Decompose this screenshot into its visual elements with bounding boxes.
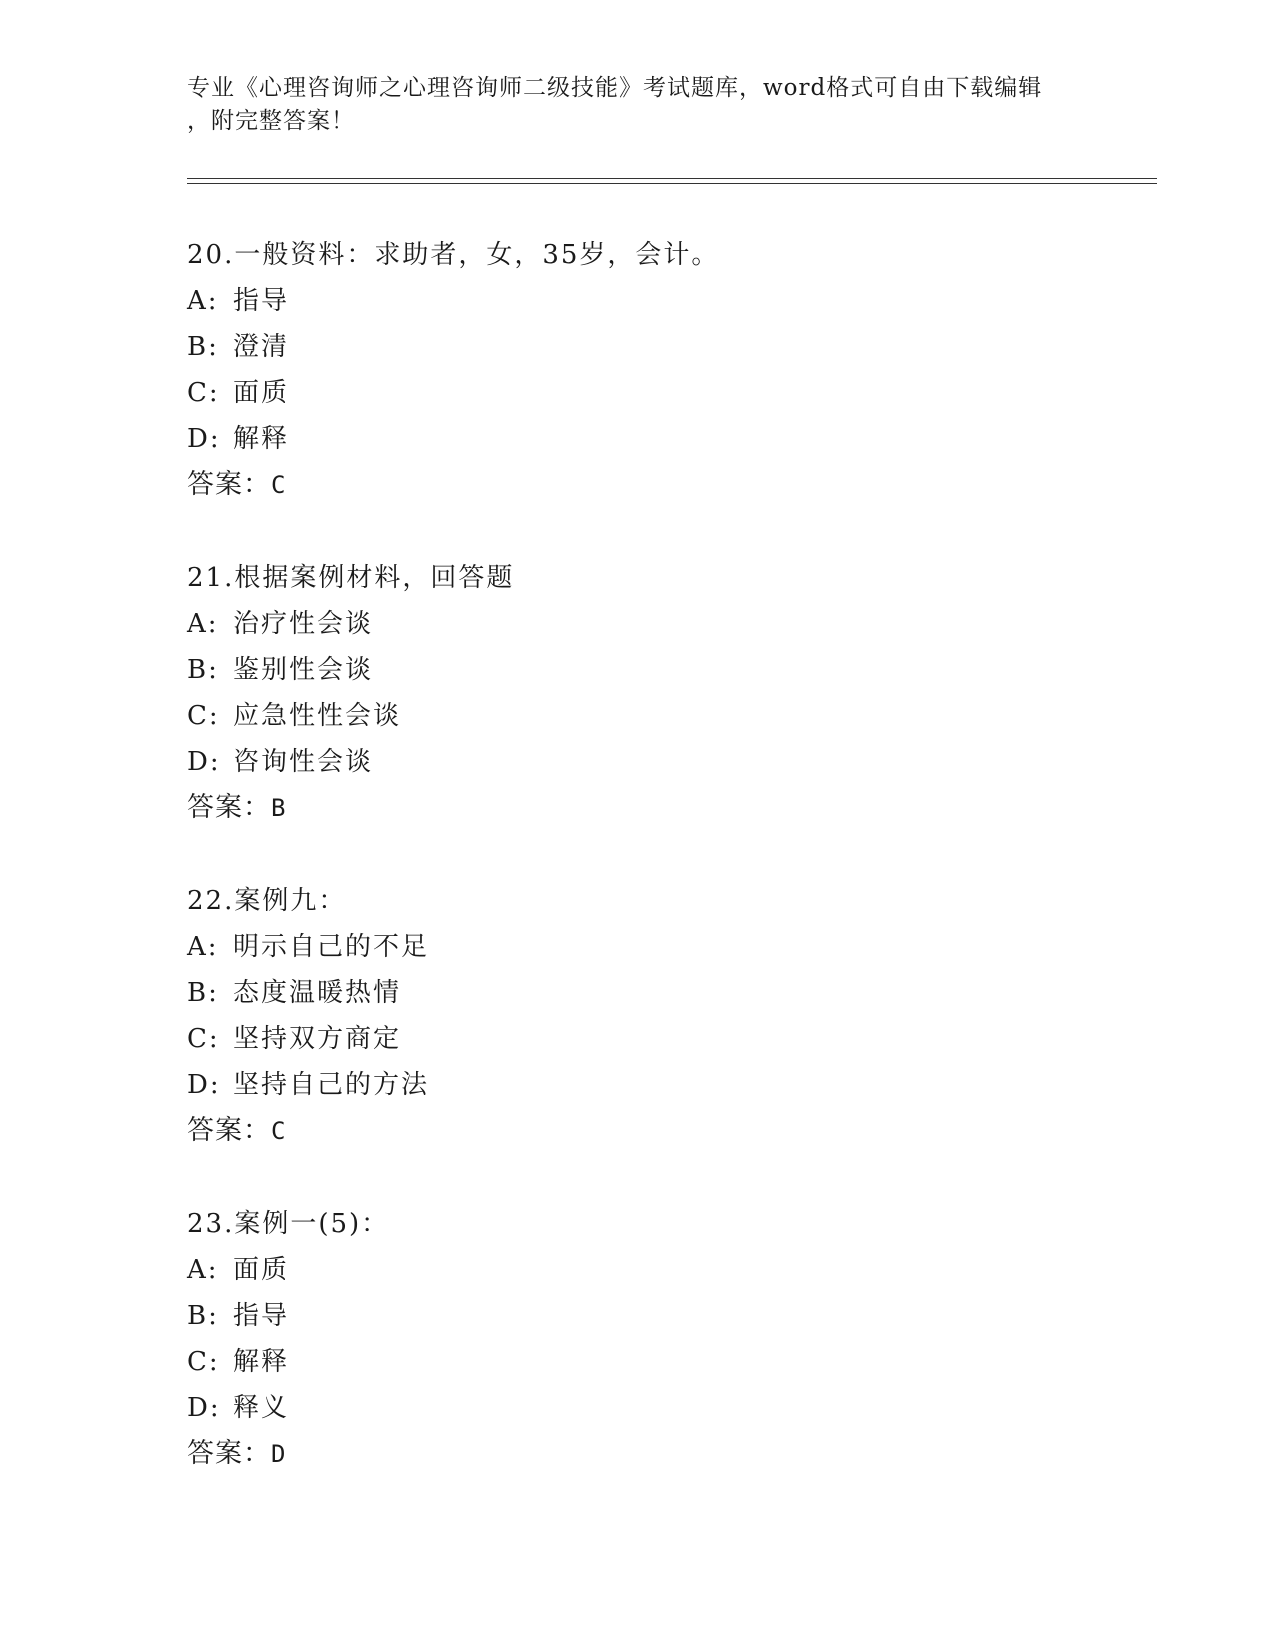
option-text: 鉴别性会谈 [233,655,374,685]
option-text: 释义 [233,1393,290,1423]
question-stem: 20.一般资料：求助者，女，35岁，会计。 [187,240,720,270]
option-letter: A: [187,1255,219,1285]
answer-label: 答案： [187,792,271,823]
option-a [187,278,1087,324]
option-letter: C: [187,1024,220,1054]
question-stem: 22.案例九： [187,886,347,916]
option-text: 坚持自己的方法 [233,1070,430,1100]
question-block [187,232,1087,508]
question-block [187,1201,1087,1477]
header-line-1: 专业《心理咨询师之心理咨询师二级技能》考试题库，word格式可自由下载编辑 [187,75,1043,101]
answer-line [187,785,1087,831]
option-d [187,1385,1087,1431]
option-text: 治疗性会谈 [233,609,374,639]
option-letter: C: [187,701,220,731]
option-letter: D: [187,1393,221,1423]
option-text: 解释 [233,1347,290,1377]
option-c [187,693,1087,739]
option-text: 指导 [233,286,290,316]
option-letter: A: [187,932,219,962]
question-block [187,878,1087,1154]
option-letter: A: [187,286,219,316]
option-letter: B: [187,655,219,685]
option-text: 指导 [233,1301,290,1331]
option-c [187,1339,1087,1385]
header-divider-top [187,178,1157,179]
option-b [187,324,1087,370]
answer-value: C [271,1117,287,1145]
option-letter: A: [187,609,219,639]
option-text: 解释 [233,424,290,454]
answer-line [187,462,1087,508]
question-stem: 23.案例一(5)： [187,1209,390,1239]
option-text: 咨询性会谈 [233,747,374,777]
answer-label: 答案： [187,1438,271,1469]
option-b [187,1293,1087,1339]
header-line-2: ，附完整答案！ [187,108,355,134]
option-text: 态度温暖热情 [233,978,402,1008]
answer-label: 答案： [187,1115,271,1146]
answer-value: B [271,794,287,822]
option-a [187,601,1087,647]
option-d [187,416,1087,462]
option-a [187,924,1087,970]
option-letter: D: [187,1070,221,1100]
option-text: 澄清 [233,332,290,362]
option-text: 面质 [233,1255,290,1285]
option-b [187,647,1087,693]
option-text: 面质 [233,378,290,408]
option-letter: B: [187,1301,219,1331]
option-letter: C: [187,1347,220,1377]
option-text: 坚持双方商定 [233,1024,402,1054]
answer-value: D [271,1440,287,1468]
answer-label: 答案： [187,469,271,500]
option-text: 明示自己的不足 [233,932,430,962]
option-text: 应急性性会谈 [233,701,402,731]
option-letter: D: [187,747,221,777]
question-stem: 21.根据案例材料，回答题 [187,563,515,593]
option-d [187,1062,1087,1108]
option-d [187,739,1087,785]
option-a [187,1247,1087,1293]
answer-value: C [271,471,287,499]
option-letter: B: [187,332,219,362]
document-header [187,72,1087,138]
question-block [187,555,1087,831]
option-letter: D: [187,424,221,454]
header-divider-bottom [187,183,1157,184]
answer-line [187,1108,1087,1154]
option-c [187,370,1087,416]
option-letter: B: [187,978,219,1008]
option-b [187,970,1087,1016]
option-letter: C: [187,378,220,408]
answer-line [187,1431,1087,1477]
option-c [187,1016,1087,1062]
